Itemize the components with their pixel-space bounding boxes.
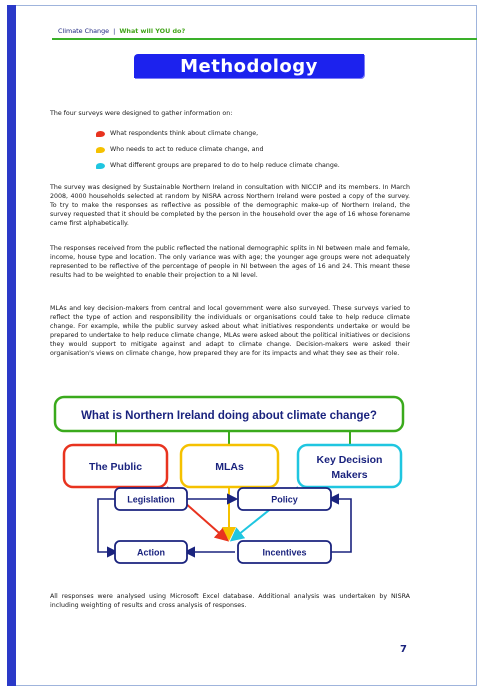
speech-bubble-red-icon xyxy=(96,131,105,137)
bullet-text: What respondents think about climate change, xyxy=(110,130,259,137)
group-label-public: The Public xyxy=(88,461,143,473)
question-text: What is Northern Ireland doing about climate change? xyxy=(81,410,377,422)
header-rule xyxy=(52,38,477,40)
page-title: Methodology xyxy=(180,55,318,77)
bullet-text: What different groups are prepared to do to help reduce climate change. xyxy=(110,162,340,169)
left-accent-bar xyxy=(7,5,16,686)
header-subsection: What will YOU do? xyxy=(119,27,186,35)
paragraph: The survey was designed by Sustainable Northern Ireland in consultation with NICCIP and its members. In March 2008, 4000 households selected at random by NISRA across Northern Ireland were posted a copy of the survey. To try to make the responses as reflective as possible of the demographic make-up of Northern Ireland, the survey requested that it should be completed by the person in the household over the age of 16 whose forename came first alphabetically. xyxy=(50,184,410,227)
action-label-incentives: Incentives xyxy=(262,547,307,558)
header-separator: | xyxy=(113,27,116,35)
action-label-policy: Policy xyxy=(271,494,298,505)
group-label-makers-line2: Makers xyxy=(331,469,368,481)
title-banner xyxy=(134,54,364,78)
speech-bubble-yellow-icon xyxy=(96,147,105,153)
survey-diagram xyxy=(46,389,416,574)
cycle-arrow-right xyxy=(331,499,351,552)
bullet-item xyxy=(96,146,264,153)
running-header xyxy=(58,27,185,35)
closing-paragraph: All responses were analysed using Microsoft Excel database. Additional analysis was undertaken by NISRA including weighting of results and cross analysis of responses. xyxy=(50,593,410,609)
header-section: Climate Change xyxy=(58,27,110,35)
paragraph: The responses received from the public reflected the national demographic splits in NI between male and female, income, house type and location. The only variance was with age; the younger age groups were not adequately represented to be reflective of the percentage of people in NI between the ages of 16 and 24. This meant these results had to be weighted to enable their projection to a NI level. xyxy=(50,245,410,279)
group-label-makers-line1: Key Decision xyxy=(316,454,383,466)
speech-bubble-cyan-icon xyxy=(96,163,105,169)
page-number: 7 xyxy=(400,644,407,655)
intro-text: The four surveys were designed to gather information on: xyxy=(50,110,233,117)
group-label-mlas: MLAs xyxy=(215,461,244,473)
paragraph: MLAs and key decision-makers from central and local government were also surveyed. These surveys varied to reflect the type of action and responsibility the individuals or organisations could take to help reduce climate change. For example, while the public survey asked about what initiatives respondents undertake or would be prepared to undertake to help reduce climate change, MLAs were asked about the political initiatives or decisions they would support to mitigate against and adapt to climate change. Decision-makers were asked their organisation's views on climate change, how prepared they are for its impacts and what they see as their role. xyxy=(50,305,410,357)
action-label-action: Action xyxy=(137,547,165,558)
bullet-text: Who needs to act to reduce climate change, and xyxy=(110,146,264,153)
bullet-item xyxy=(96,162,340,169)
cycle-arrow-left xyxy=(98,499,115,552)
bullet-item xyxy=(96,130,258,137)
action-label-legislation: Legislation xyxy=(127,494,175,505)
